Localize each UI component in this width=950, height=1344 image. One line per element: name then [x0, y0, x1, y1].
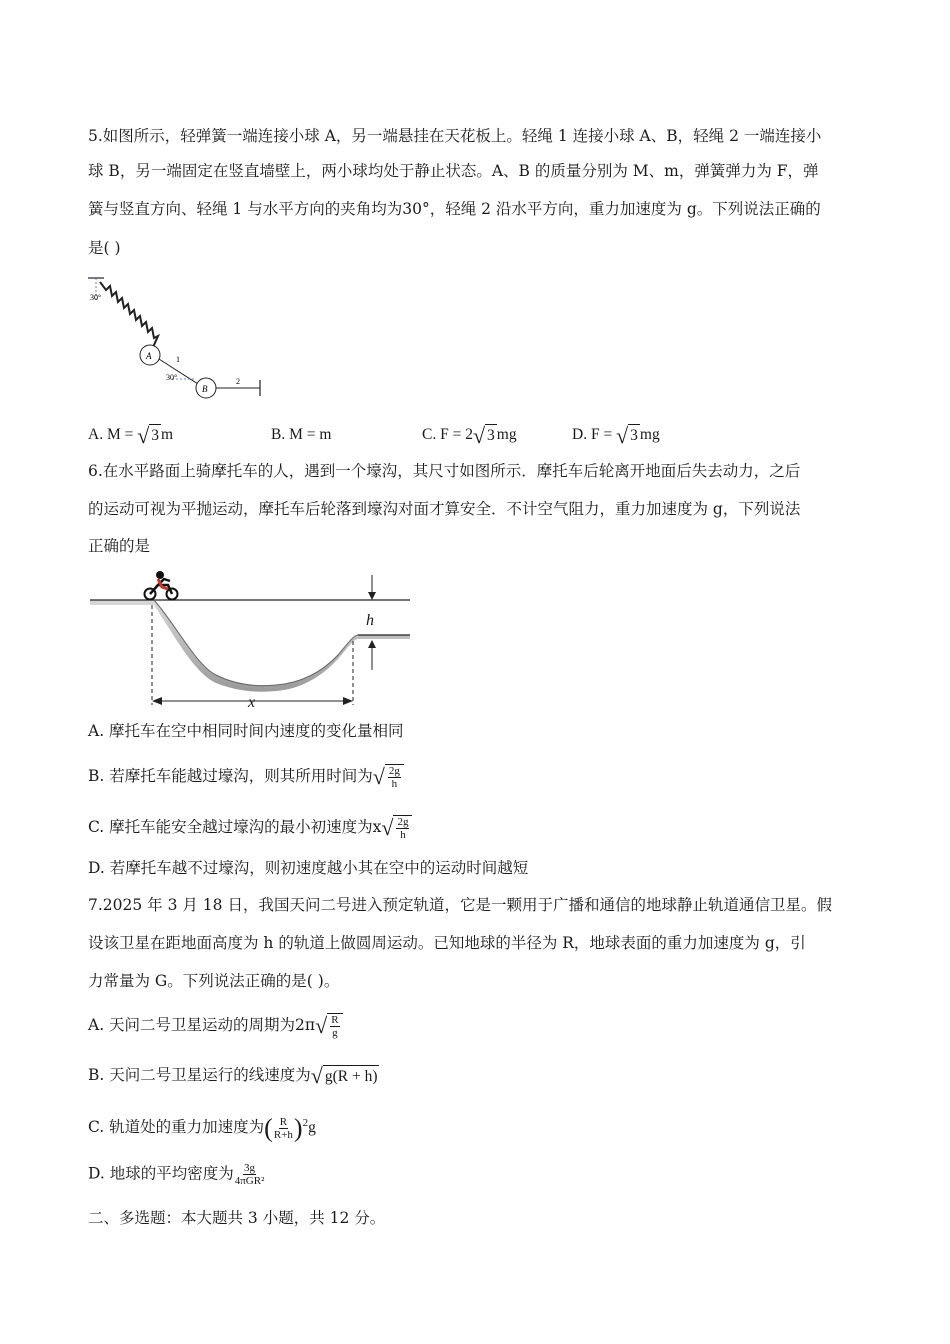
q6-option-b: B. 若摩托车能越过壕沟，则其所用时间为 √ $\frac{2g}{h}$ — [88, 764, 404, 790]
q5-angle-mid-label: 30° — [166, 373, 178, 382]
q6-x-label: x — [248, 694, 256, 711]
q5-option-c: C. F = 2 √ 3 mg — [422, 422, 517, 448]
q5-option-b: B. M = m — [271, 426, 332, 443]
q6-h-label: h — [366, 612, 374, 629]
q7-stem-line-1: 7.2025 年 3 月 18 日，我国天问二号进入预定轨道，它是一颗用于广播和通信的地球静止轨道通信卫星。假 — [88, 896, 832, 914]
q5-stem-line-4: 是( ) — [88, 239, 121, 257]
q5-stem-line-2: 球 B，另一端固定在竖直墙壁上，两小球均处于静止状态。A、B 的质量分别为 M、m，弹簧弹力为 F，弹 — [88, 162, 819, 180]
q5-stem-line-3: 簧与竖直方向、轻绳 1 与水平方向的夹角均为30°，轻绳 2 沿水平方向，重力加速度为 g。下列说法正确的 — [88, 200, 821, 218]
q7-option-a: A. 天问二号卫星运动的周期为2π √ $\frac{R}{g}$ — [88, 1013, 343, 1039]
q7-option-b: B. 天问二号卫星运行的线速度为 √ g(R + h) — [88, 1063, 378, 1088]
q7-stem-line-3: 力常量为 G。下列说法正确的是( )。 — [88, 972, 340, 990]
q5-ball-b-label: B — [202, 384, 208, 394]
q6-option-a: A. 摩托车在空中相同时间内速度的变化量相同 — [88, 722, 404, 740]
q6-stem-line-3: 正确的是 — [88, 537, 151, 555]
q6-option-d: D. 若摩托车越不过壕沟，则初速度越小其在空中的运动时间越短 — [88, 859, 529, 877]
q6-stem-line-2: 的运动可视为平抛运动，摩托车后轮落到壕沟对面才算安全．不计空气阻力，重力加速度为 g，下列说法 — [88, 500, 801, 518]
q6-stem-line-1: 6.在水平路面上骑摩托车的人，遇到一个壕沟，其尺寸如图所示．摩托车后轮离开地面后失去动力，之后 — [88, 462, 801, 480]
q7-option-d: D. 地球的平均密度为 $\frac{3g}{\text{4πGR²}}$ — [88, 1162, 265, 1187]
q5-option-d: D. F = √ 3 mg — [572, 422, 660, 448]
q5-option-a: A. M = √ 3 m — [88, 422, 174, 448]
q5-spring-figure — [84, 270, 269, 405]
q5-ball-a-label: A — [146, 351, 152, 361]
q6-option-c: C. 摩托车能安全越过壕沟的最小初速度为x √ $\frac{2g}{h}$ — [88, 815, 412, 841]
q5-angle-top-label: 30° — [90, 293, 102, 302]
q7-option-c: C. 轨道处的重力加速度为( $\frac{R}{R+h}$ )$^2$g — [88, 1113, 316, 1143]
q5-rope-1-label: 1 — [176, 355, 180, 364]
q5-rope-2-label: 2 — [236, 377, 240, 386]
motorcycle-icon — [145, 571, 178, 600]
q5-stem-line-1: 5.如图所示，轻弹簧一端连接小球 A，另一端悬挂在天花板上。轻绳 1 连接小球 A、B，轻绳 2 一端连接小 — [88, 127, 822, 145]
q7-stem-line-2: 设该卫星在距地面高度为 h 的轨道上做圆周运动。已知地球的半径为 R，地球表面的重力加速度为 g，引 — [88, 934, 806, 952]
section-heading: 二、多选题：本大题共 3 小题，共 12 分。 — [88, 1209, 386, 1227]
